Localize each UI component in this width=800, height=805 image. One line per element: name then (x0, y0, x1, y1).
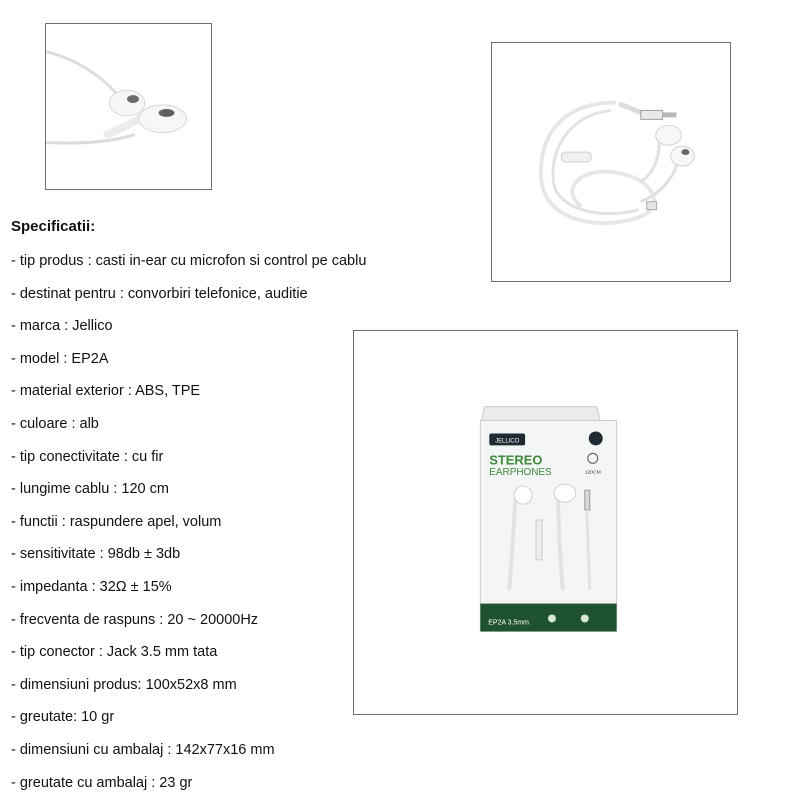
spec-item: - tip conectivitate : cu fir (11, 447, 366, 480)
svg-text:EARPHONES: EARPHONES (489, 467, 552, 478)
spec-item: - model : EP2A (11, 349, 366, 382)
earphones-coiled-photo (491, 42, 731, 282)
spec-item: - lungime cablu : 120 cm (11, 479, 366, 512)
svg-text:STEREO: STEREO (489, 452, 542, 467)
svg-text:120CM: 120CM (585, 469, 601, 475)
spec-item: - marca : Jellico (11, 316, 366, 349)
svg-text:JELLICO: JELLICO (495, 438, 520, 444)
spec-item: - dimensiuni cu ambalaj : 142x77x16 mm (11, 740, 366, 773)
spec-item: - functii : raspundere apel, volum (11, 512, 366, 545)
spec-item: - frecventa de raspuns : 20 ~ 20000Hz (11, 610, 366, 643)
spec-item: - impedanta : 32Ω ± 15% (11, 577, 366, 610)
spec-item: - tip produs : casti in-ear cu microfon si control pe cablu (11, 251, 366, 284)
spec-item: - tip conector : Jack 3.5 mm tata (11, 642, 366, 675)
spec-item: - greutate cu ambalaj : 23 gr (11, 773, 366, 805)
spec-item: - dimensiuni produs: 100x52x8 mm (11, 675, 366, 708)
spec-title: Specificatii: (11, 218, 95, 235)
spec-item: - sensitivitate : 98db ± 3db (11, 544, 366, 577)
spec-item: - material exterior : ABS, TPE (11, 381, 366, 414)
earbuds-closeup-photo (45, 23, 212, 190)
package-photo (353, 330, 738, 715)
spec-item: - greutate: 10 gr (11, 707, 366, 740)
spec-item: - culoare : alb (11, 414, 366, 447)
svg-text:EP2A 3.5mm: EP2A 3.5mm (488, 619, 529, 626)
spec-item: - destinat pentru : convorbiri telefonice, auditie (11, 284, 366, 317)
spec-list (11, 251, 366, 805)
